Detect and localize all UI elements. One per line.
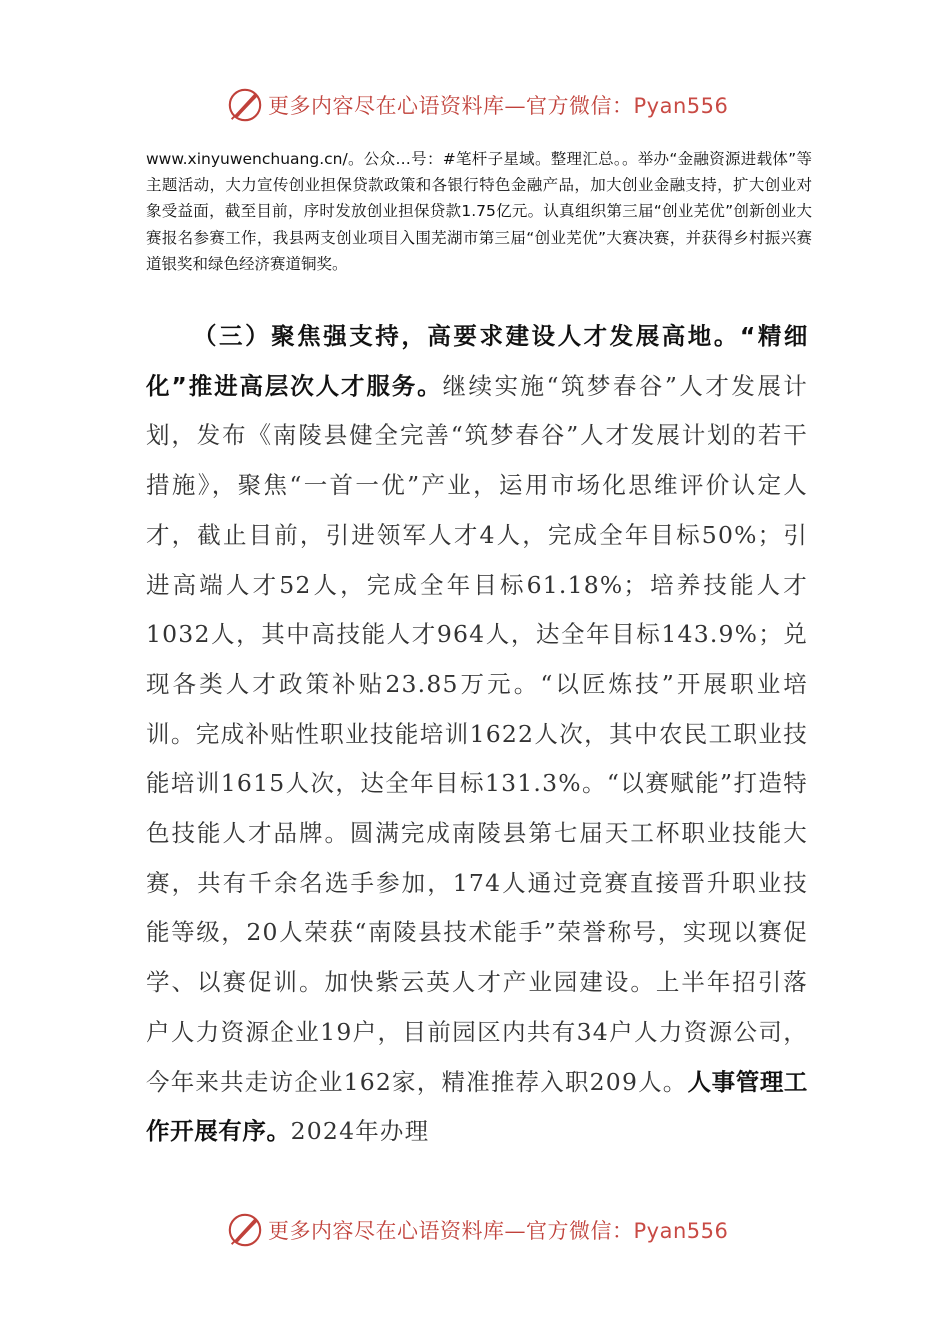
section-body-tail: 2024年办理 <box>290 1117 430 1146</box>
section-heading: （三）聚焦强支持，高要求建设人才发展高地。 <box>193 322 740 350</box>
quill-logo-icon <box>226 86 264 124</box>
subheading-personnel: 人事管理工作开展有序。 <box>146 1067 809 1146</box>
top-paragraph <box>146 146 812 277</box>
subheading-talent-service: “精细化”推进高层次人才服务。 <box>146 322 808 400</box>
section-body: 继续实施“筑梦春谷”人才发展计划，发布《南陵县健全完善“筑梦春谷”人才发展计划的若干措施》，聚焦“一首一优”产业，运用市场化思维评价认定人才，截止目前，引进领军人才4人，完成全年目标50%；引进高端人才52人，完成全年目标61.18%；培养技能人才1032人，其中高技能人才964人，达全年目标143.9%；兑现各类人才政策补贴23.85万元。“以匠炼技”开展职业培训。完成补贴性职业技能培训1622人次，其中农民工职业技能培训1615人次，达全年目标131.3%。“以赛赋能”打造特色技能人才品牌。圆满完成南陵县第七届天工杯职业技能大赛，共有千余名选手参加，174人通过竞赛直接晋升职业技能等级，20人荣获“南陵县技术能手”荣誉称号，实现以赛促学、以赛促训。加快紫云英人才产业园建设。上半年招引落户人力资源企业19户，目前园区内共有34户人力资源公司，今年来共走访企业162家，精准推荐入职209人。 <box>146 371 808 1096</box>
main-section <box>146 312 808 1157</box>
banner-text: 更多内容尽在心语资料库—官方微信：Pyan556 <box>268 94 729 118</box>
quill-logo-icon <box>226 1211 264 1249</box>
banner-text: 更多内容尽在心语资料库—官方微信：Pyan556 <box>268 1219 729 1243</box>
header-banner <box>226 83 746 127</box>
section-paragraph <box>146 312 808 1157</box>
paragraph-text: www.xinyuwenchuang.cn/。公众…号：#笔杆子星域。整理汇总。。举办“金融资源进载体”等主题活动，大力宣传创业担保贷款政策和各银行特色金融产品，加大创业金融支持，扩大创业对象受益面，截至目前，序时发放创业担保贷款1.75亿元。认真组织第三届“创业芜优”创新创业大赛报名参赛工作，我县两支创业项目入围芜湖市第三届“创业芜优”大赛决赛，并获得乡村振兴赛道银奖和绿色经济赛道铜奖。 <box>146 150 812 273</box>
footer-banner <box>226 1208 746 1252</box>
